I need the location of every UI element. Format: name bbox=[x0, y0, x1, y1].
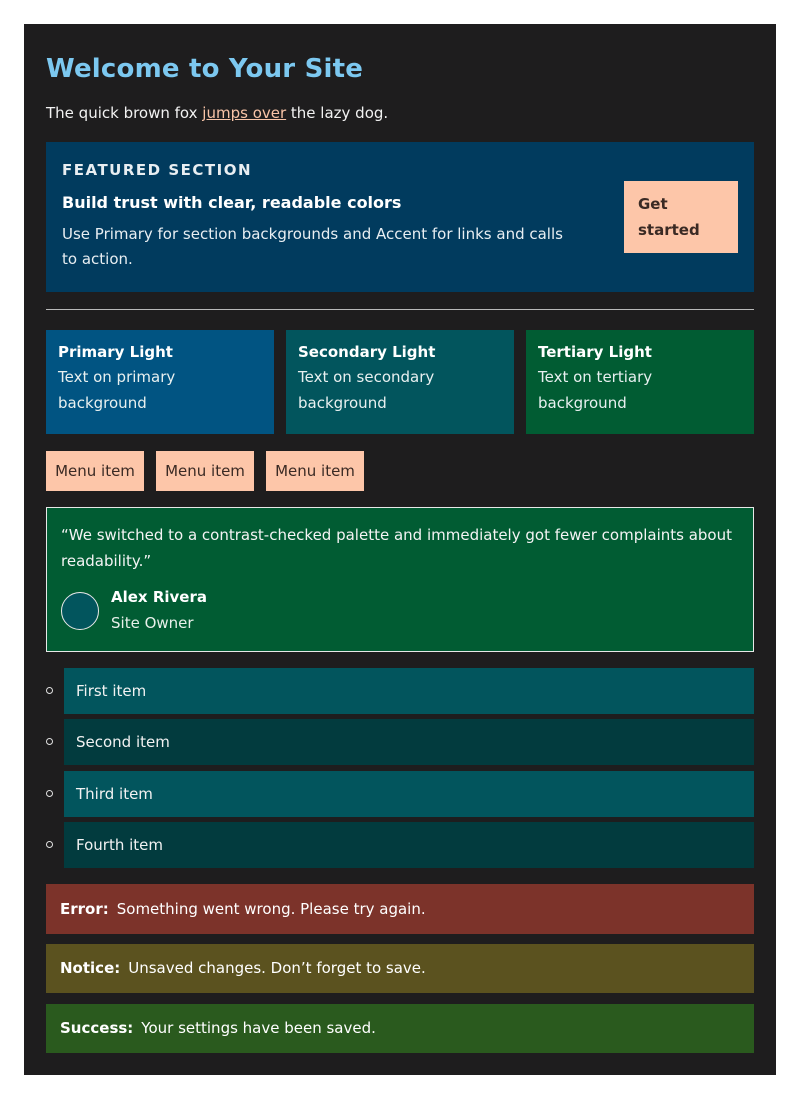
featured-section bbox=[46, 142, 754, 292]
alert-message: Something went wrong. Please try again. bbox=[116, 900, 426, 918]
bullet-icon bbox=[46, 738, 53, 745]
menu-item-2[interactable]: Menu item bbox=[156, 451, 254, 491]
card-text: Text on secondary background bbox=[298, 368, 435, 412]
error-alert bbox=[46, 884, 754, 934]
intro-text-before: The quick brown fox bbox=[46, 104, 203, 122]
testimonial-role: Site Owner bbox=[111, 614, 194, 632]
alert-label: Error: bbox=[60, 900, 109, 918]
card-secondary-light bbox=[286, 330, 514, 434]
card-primary-light bbox=[46, 330, 274, 434]
list-item bbox=[46, 771, 754, 817]
testimonial bbox=[46, 507, 754, 652]
notice-alert bbox=[46, 944, 754, 993]
divider bbox=[46, 309, 754, 310]
alert-label: Success: bbox=[60, 1019, 134, 1037]
bullet-icon bbox=[46, 687, 53, 694]
alert-message: Unsaved changes. Don’t forget to save. bbox=[128, 959, 426, 977]
list-item-label: Fourth item bbox=[64, 822, 754, 868]
color-cards bbox=[46, 330, 754, 434]
intro-paragraph bbox=[46, 104, 388, 122]
card-title: Secondary Light bbox=[298, 343, 436, 361]
featured-eyebrow: FEATURED SECTION bbox=[62, 161, 252, 179]
card-tertiary-light bbox=[526, 330, 754, 434]
featured-body: Use Primary for section backgrounds and Accent for links and calls to action. bbox=[62, 225, 563, 268]
list-item-label: Third item bbox=[64, 771, 754, 817]
list-item bbox=[46, 668, 754, 714]
menu-item-3[interactable]: Menu item bbox=[266, 451, 364, 491]
bullet-icon bbox=[46, 841, 53, 848]
page-title: Welcome to Your Site bbox=[46, 54, 364, 84]
bullet-icon bbox=[46, 790, 53, 797]
list-item bbox=[46, 822, 754, 868]
menu-item-1[interactable]: Menu item bbox=[46, 451, 144, 491]
card-title: Primary Light bbox=[58, 343, 173, 361]
success-alert bbox=[46, 1004, 754, 1053]
card-title: Tertiary Light bbox=[538, 343, 652, 361]
list-item-label: First item bbox=[64, 668, 754, 714]
page-container bbox=[24, 24, 776, 1075]
card-text: Text on tertiary background bbox=[538, 368, 653, 412]
intro-text-after: the lazy dog. bbox=[286, 104, 389, 122]
testimonial-quote: “We switched to a contrast-checked palette and immediately got fewer complaints about readability.” bbox=[61, 526, 732, 570]
intro-link[interactable]: jumps over bbox=[202, 104, 287, 122]
testimonial-author: Alex Rivera bbox=[111, 588, 207, 606]
alert-label: Notice: bbox=[60, 959, 121, 977]
alert-message: Your settings have been saved. bbox=[141, 1019, 376, 1037]
featured-headline: Build trust with clear, readable colors bbox=[62, 193, 402, 212]
list-item bbox=[46, 719, 754, 765]
list-item-label: Second item bbox=[64, 719, 754, 765]
get-started-button[interactable]: Get started bbox=[624, 181, 738, 253]
avatar bbox=[61, 592, 99, 630]
card-text: Text on primary background bbox=[58, 368, 176, 412]
